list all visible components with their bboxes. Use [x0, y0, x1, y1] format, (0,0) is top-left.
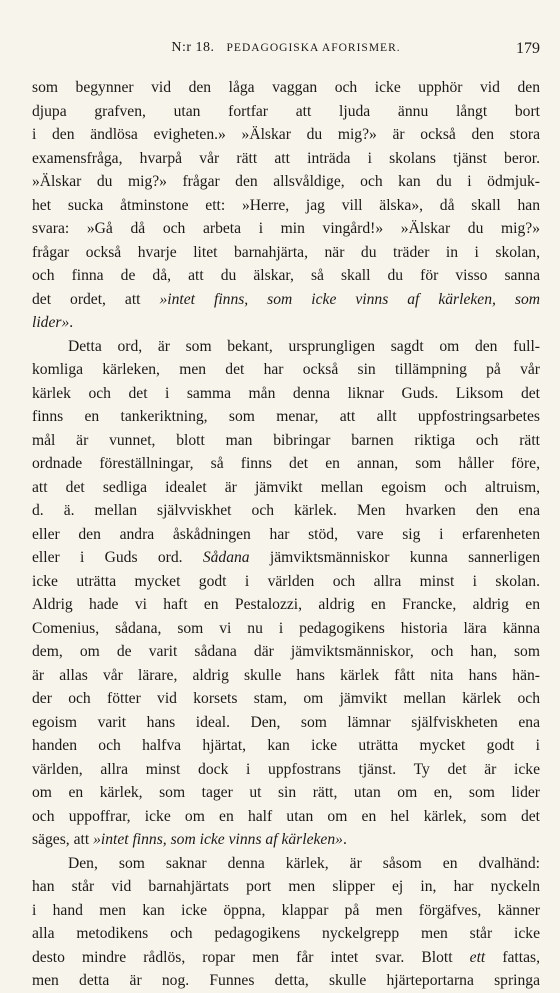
text-line [32, 499, 540, 523]
text-segment: finns en tankeriktning, som menar, att allt uppfostringsarbetes [32, 408, 540, 425]
issue-number: N:r 18. [171, 40, 215, 55]
text-line [32, 852, 540, 876]
text-line [32, 358, 540, 382]
text-segment: fattas, [485, 948, 540, 966]
text-segment: i hand men kan icke öppna, klappar på men förgäfves, känner [32, 901, 540, 919]
text-line [32, 899, 540, 923]
text-line [32, 523, 540, 547]
italic-text: »intet finns, som icke vinns af kärleken, som [159, 290, 540, 308]
article-title: PEDAGOGISKA AFORISMER. [226, 42, 401, 54]
text-line [32, 711, 540, 735]
text-segment: d. ä. mellan självviskhet och kärlek. Men hvarken den ena [32, 502, 540, 519]
text-segment: egoism varit hans ideal. Den, som lämnar själfviskheten ena [32, 713, 540, 731]
text-segment: säges, att [32, 831, 94, 848]
text-segment: kärlek och det i samma mån denna liknar Guds. Liksom det [32, 384, 540, 402]
text-line [32, 640, 540, 664]
text-segment: alla metodikens och pedagogikens nyckelgrepp men står icke [32, 925, 540, 942]
body-text [32, 76, 540, 993]
text-segment: frågar också hvarje litet barnahjärta, när du träder in i skolan, [32, 243, 540, 261]
text-line [32, 100, 540, 124]
text-segment: djupa grafven, utan fortfar att ljuda ännu långt bort [32, 102, 540, 120]
text-segment: desto mindre rådlös, ropar men får intet svar. Blott [32, 948, 470, 966]
text-line [32, 147, 540, 171]
italic-text: Sådana [202, 549, 250, 566]
text-line [32, 828, 540, 852]
text-segment: det ordet, att [32, 290, 160, 308]
text-line [32, 922, 540, 946]
text-segment: ordnade föreställningar, så finns det en annan, som håller före, [32, 455, 540, 472]
text-line [32, 170, 540, 194]
text-segment: är allas vår lärare, aldrig skulle hans kärlek fått nita hans hän- [32, 666, 540, 684]
text-line [32, 76, 540, 100]
text-line [32, 194, 540, 218]
text-segment: att det sedliga idealet är jämvikt mellan egoism och altruism, [32, 478, 540, 496]
text-segment: der och fötter vid korsets stam, om jämvikt mellan kärlek och [32, 690, 540, 707]
text-segment: jämviktsmänniskor kunna sannerligen [249, 549, 540, 566]
text-line [32, 311, 540, 335]
text-segment: eller i Guds ord. [32, 549, 203, 566]
text-segment: svara: »Gå då och arbeta i min vingård!» »Älskar du mig?» [32, 220, 540, 237]
text-line [32, 969, 540, 993]
text-line [32, 758, 540, 782]
text-segment: men detta är nog. Funnes detta, skulle hjärteportarna springa [32, 972, 540, 989]
page-number: 179 [516, 40, 540, 57]
text-line [32, 570, 540, 594]
text-line [32, 781, 540, 805]
text-segment: . [342, 831, 347, 848]
text-line [32, 805, 540, 829]
text-segment: handen och halfva hjärtat, kan icke uträtta mycket godt i [32, 737, 540, 754]
text-line [32, 241, 540, 265]
italic-text: »intet finns, som icke vinns af kärleken» [93, 831, 343, 848]
text-segment: examensfråga, hvarpå vår rätt att inträda i skolans tjänst beror. [32, 149, 540, 167]
text-segment: världen, allra minst dock i uppfostrans tjänst. Ty det är icke [32, 760, 540, 778]
text-line [32, 452, 540, 476]
text-segment: het sucka åtminstone ett: »Herre, jag vill älska», då skall han [32, 196, 540, 214]
text-line [32, 664, 540, 688]
text-segment: i den ändlösa evigheten.» »Älskar du mig?» är också den stora [32, 126, 540, 143]
text-line [32, 476, 540, 500]
text-segment: eller den andra åskådningen har stöd, vare sig i erfarenheten [32, 525, 540, 543]
text-line [32, 429, 540, 453]
text-segment: . [69, 314, 74, 331]
running-head [32, 40, 540, 62]
text-segment: om en kärlek, som tager ut sin rätt, utan om en, som lider [32, 784, 540, 801]
text-segment: Comenius, sådana, som vi nu i pedagogikens historia lära känna [32, 619, 540, 637]
text-segment: Den, som saknar denna kärlek, är såsom en dvalhänd: [68, 854, 540, 872]
text-segment: Detta ord, är som bekant, ursprungligen sagdt om den full- [68, 337, 540, 355]
text-segment: mål är vunnet, blott man bibringar barnen riktiga och rätt [32, 431, 540, 449]
text-segment: icke uträtta mycket godt i världen och allra minst i skolan. [32, 572, 540, 590]
text-line [32, 734, 540, 758]
text-line [32, 546, 540, 570]
book-page [32, 40, 540, 993]
text-line [32, 875, 540, 899]
italic-text: ett [469, 948, 486, 966]
text-segment: och uppoffrar, icke om en half utan om en hel kärlek, som det [32, 807, 540, 825]
text-segment: dem, om de varit sådana där jämviktsmänniskor, och han, som [32, 643, 540, 660]
text-line [32, 123, 540, 147]
italic-text: lider» [32, 314, 70, 331]
text-segment: Aldrig hade vi haft en Pestalozzi, aldrig en Francke, aldrig en [32, 596, 540, 613]
text-line [32, 264, 540, 288]
text-segment: »Älskar du mig?» frågar den allsvåldige, och kan du i ödmjuk- [32, 173, 540, 190]
text-line [32, 593, 540, 617]
text-line [32, 288, 540, 312]
text-line [32, 405, 540, 429]
text-line [32, 946, 540, 970]
text-line [32, 335, 540, 359]
text-segment: han står vid barnahjärtats port men slipper ej in, har nyckeln [32, 878, 540, 895]
text-line [32, 687, 540, 711]
text-line [32, 382, 540, 406]
text-line [32, 617, 540, 641]
text-segment: komliga kärleken, men det har också sin tillämpning på vår [32, 361, 540, 378]
running-head-title [32, 40, 540, 56]
text-line [32, 217, 540, 241]
text-segment: och finna de då, att du älskar, så skall du för visso sanna [32, 267, 540, 284]
text-segment: som begynner vid den låga vaggan och icke upphör vid den [32, 79, 540, 96]
